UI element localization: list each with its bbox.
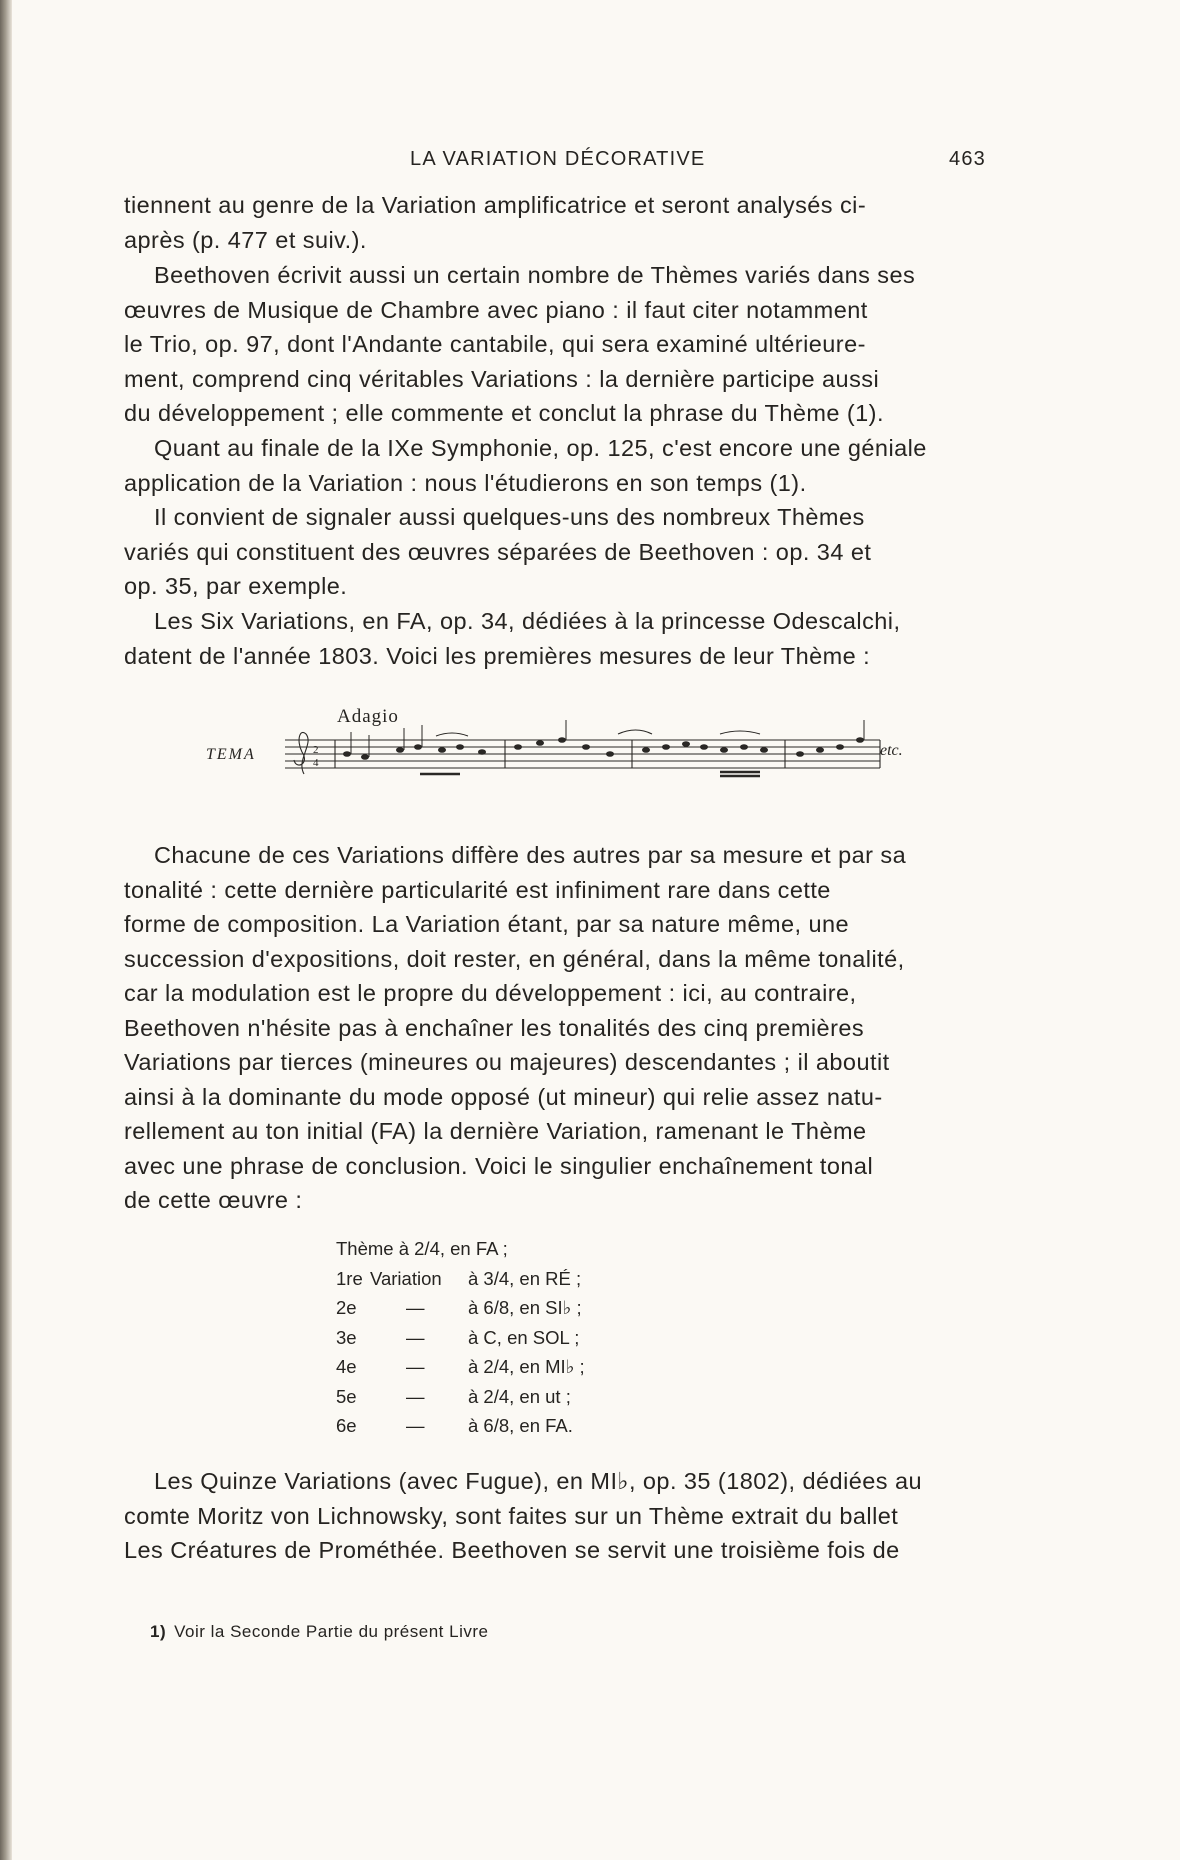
theme-key: Thème à 2/4, en FA ; xyxy=(336,1238,508,1259)
ditto-dash: — xyxy=(406,1356,425,1377)
variation-number: 4e xyxy=(336,1356,357,1377)
key-row xyxy=(336,1356,636,1386)
key-row xyxy=(336,1268,636,1298)
svg-text:2: 2 xyxy=(313,744,319,756)
key-row xyxy=(336,1297,636,1327)
footnote-mark: 1) xyxy=(150,1622,167,1641)
ditto-dash: — xyxy=(406,1297,425,1318)
key-row-theme xyxy=(336,1238,636,1268)
paragraph-7: Les Quinze Variations (avec Fugue), en MI♭, op. 35 (1802), dédiées au comte Moritz von Lichnowsky, sont faites sur un Thème extrait du ballet Les Créatures de Prométhée. Beethoven se servit une troisième fois de xyxy=(124,1468,923,1563)
page-number: 463 xyxy=(949,148,986,170)
variation-number: 2e xyxy=(336,1297,357,1318)
paragraph-3: Quant au finale de la IXe Symphonie, op. 125, c'est encore une géniale application de la Variation : nous l'étudierons en son temps (1). xyxy=(124,435,927,496)
paragraph-1: tiennent au genre de la Variation amplificatrice et seront analysés ci- après (p. 477 et suiv.). xyxy=(124,192,867,253)
variation-key: à 6/8, en FA. xyxy=(468,1415,573,1436)
variation-key: à 2/4, en MI♭ ; xyxy=(468,1356,585,1377)
book-spine-edge xyxy=(0,0,12,1860)
tempo-marking: Adagio xyxy=(337,706,399,727)
music-staff xyxy=(200,700,940,800)
footnote-text: Voir la Seconde Partie du présent Livre xyxy=(174,1622,489,1641)
page-header xyxy=(124,148,986,178)
paragraph-4: Il convient de signaler aussi quelques-uns des nombreux Thèmes variés qui constituent des œuvres séparées de Beethoven : op. 34 et op. 35, par exemple. xyxy=(124,504,872,599)
variation-key: à 3/4, en RÉ ; xyxy=(468,1267,582,1289)
variation-word: Variation xyxy=(370,1267,442,1289)
variation-number: 5e xyxy=(336,1385,357,1407)
variation-key: à 6/8, en SI♭ ; xyxy=(468,1297,582,1318)
paragraph-2: Beethoven écrivit aussi un certain nombre de Thèmes variés dans ses œuvres de Musique de Chambre avec piano : il faut citer notamment le Trio, op. 97, dont l'Andante cantabile, qui sera examiné ultérieure- ment, comprend cinq véritables Variations : la dernière participe aussi du développement ; elle commente et conclut la phrase du Thème (1). xyxy=(124,262,916,426)
music-example xyxy=(200,700,940,800)
paragraph-6: Chacune de ces Variations diffère des autres par sa mesure et par sa tonalité : cette dernière particularité est infiniment rare dans cette forme de composition. La Variation étant, par sa nature même, une succession d'expositions, doit rester, en général, dans la même tonalité, car la modulation est le propre du développement : ici, au contraire, Beethoven n'hésite pas à enchaîner les tonalités des cinq premières Variations par tierces (mineures ou majeures) descendantes ; il aboutit ainsi à la dominante du mode opposé (ut mineur) qui relie assez natu- rellement au ton initial (FA) la dernière Variation, ramenant le Thème avec une phrase de conclusion. Voici le singulier enchaînement tonal de cette œuvre : xyxy=(124,842,907,1213)
variation-number: 6e xyxy=(336,1415,357,1436)
variation-key: à C, en SOL ; xyxy=(468,1326,580,1348)
key-row xyxy=(336,1327,636,1357)
key-sequence-table xyxy=(336,1238,636,1445)
tema-label: TEMA xyxy=(206,746,256,763)
ditto-dash: — xyxy=(406,1385,425,1407)
footnote xyxy=(150,1622,488,1642)
variation-number: 1re xyxy=(336,1267,363,1289)
key-row xyxy=(336,1386,636,1416)
svg-text:4: 4 xyxy=(313,757,319,769)
paragraph-5: Les Six Variations, en FA, op. 34, dédiées à la princesse Odescalchi, datent de l'année 1803. Voici les premières mesures de leur Thème : xyxy=(124,608,901,669)
ditto-dash: — xyxy=(406,1415,425,1436)
etc-mark: etc. xyxy=(880,742,903,759)
variation-key: à 2/4, en ut ; xyxy=(468,1385,571,1407)
ditto-dash: — xyxy=(406,1326,425,1348)
key-row xyxy=(336,1415,636,1445)
variation-number: 3e xyxy=(336,1326,357,1348)
running-title: LA VARIATION DÉCORATIVE xyxy=(410,148,706,170)
